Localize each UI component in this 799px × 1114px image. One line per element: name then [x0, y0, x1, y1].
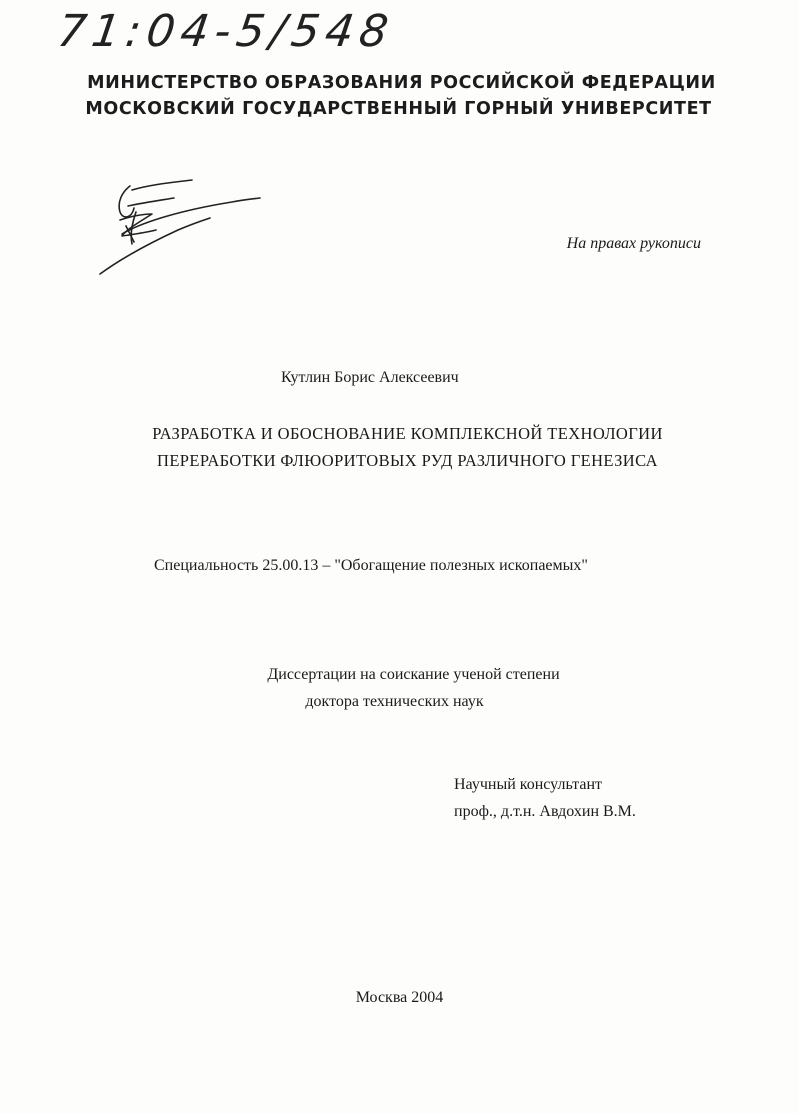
- ministry-heading: МИНИСТЕРСТВО ОБРАЗОВАНИЯ РОССИЙСКОЙ ФЕДЕРАЦИИ: [87, 73, 716, 93]
- university-heading: МОСКОВСКИЙ ГОСУДАРСТВЕННЫЙ ГОРНЫЙ УНИВЕРСИТЕТ: [85, 99, 712, 119]
- consultant-role: Научный консультант: [454, 776, 602, 793]
- dissertation-title-line-1: РАЗРАБОТКА И ОБОСНОВАНИЕ КОМПЛЕКСНОЙ ТЕХНОЛОГИИ: [152, 424, 663, 443]
- archive-code: 71:04-5/548: [54, 6, 398, 57]
- consultant-name: проф., д.т.н. Авдохин В.М.: [454, 803, 636, 820]
- degree-line-1: Диссертации на соискание ученой степени: [267, 666, 560, 683]
- handwritten-signature: [92, 178, 272, 278]
- dissertation-title-line-2: ПЕРЕРАБОТКИ ФЛЮОРИТОВЫХ РУД РАЗЛИЧНОГО ГЕНЕЗИСА: [157, 451, 658, 470]
- specialty: Специальность 25.00.13 – "Обогащение полезных ископаемых": [154, 557, 588, 574]
- rights-note: На правах рукописи: [566, 235, 701, 252]
- degree-line-2: доктора технических наук: [305, 693, 484, 710]
- place-and-year: Москва 2004: [355, 989, 444, 1006]
- author-name: Кутлин Борис Алексеевич: [281, 369, 459, 386]
